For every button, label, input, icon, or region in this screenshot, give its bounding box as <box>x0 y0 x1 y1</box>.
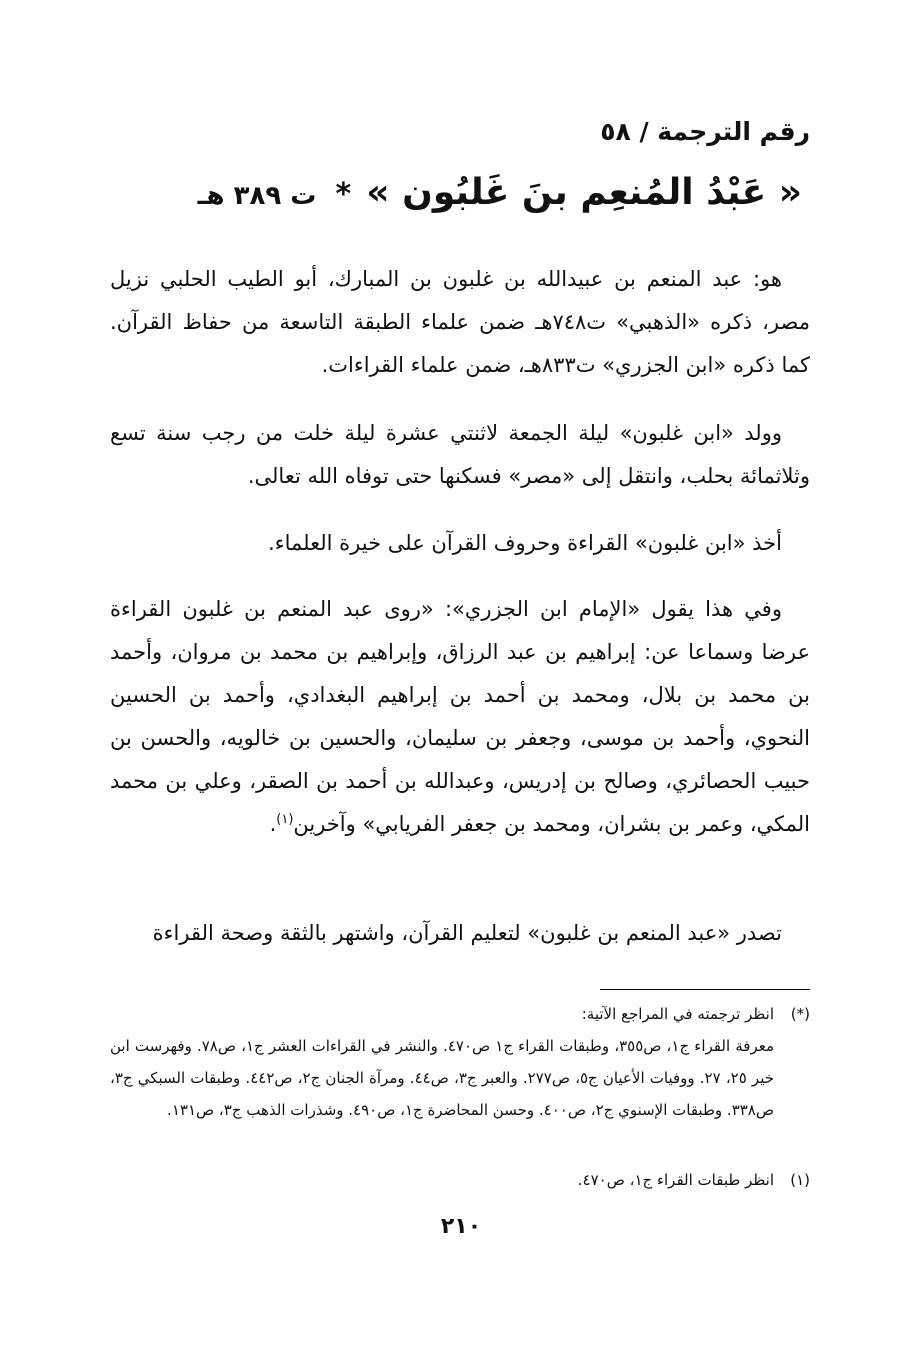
footnote-body: معرفة القراء ج١، ص٣٥٥، وطبقات القراء ج١ ص٤٧٠. والنشر في القراءات العشر ج١، ص٧٨. وفهرست ابن خير ٢٥، ٢٧. ووفيات الأعيان ج٥، ص٢٧٧. والعبر ج٣، ص٤٤. ومرآة الجنان ج٢، ص٤٤٢. وطبقات السبكي ج٣، ص٣٣٨. وطبقات الإسنوي ج٢، ص٤٠٠. وحسن المحاضرة ج١، ص٤٩٠. وشذرات الذهب ج٣، ص١٣١. <box>110 1037 775 1119</box>
paragraph-teaching <box>110 912 810 955</box>
footnote-one <box>110 1164 810 1196</box>
title-name: « عَبْدُ المُنعِم بنَ غَلبُون » <box>366 172 802 213</box>
footnote-heading-line <box>110 998 810 1030</box>
footnote-heading: انظر ترجمته في المراجع الآتية: <box>581 1005 774 1023</box>
entry-number: رقم الترجمة / ٥٨ <box>600 117 810 146</box>
entry-title <box>112 168 802 224</box>
paragraph-text: هو: عبد المنعم بن عبيدالله بن غلبون بن المبارك، أبو الطيب الحلبي نزيل مصر، ذكره «الذهبي» ت٧٤٨هـ ضمن علماء الطبقة التاسعة من حفاظ القرآن. كما ذكره «ابن الجزري» ت٨٣٣هـ، ضمن علماء القراءات. <box>110 267 810 377</box>
paragraph-text: وفي هذا يقول «الإمام ابن الجزري»: «روى عبد المنعم بن غلبون القراءة عرضا وسماعا عن: إبراهيم بن عبد الرزاق، وإبراهيم بن محمد بن مروان، وأحمد بن محمد بن بلال، ومحمد بن أحمد بن إبراهيم البغدادي، وأحمد بن الحسين النحوي، وأحمد بن موسى، وجعفر بن سليمان، والحسين بن خالويه، والحسن بن حبيب الحصائري، وصالح بن إدريس، وعبدالله بن أحمد بن الصقر، وعلي بن محمد المكي، وعمر بن بشران، ومحمد بن جعفر الفريابي» وآخرين <box>110 597 810 836</box>
title-death-date: ت ٣٨٩ هـ <box>197 181 317 211</box>
footnote-marker: (*) <box>790 1005 810 1023</box>
paragraph-text: تصدر «عبد المنعم بن غلبون» لتعليم القرآن، واشتهر بالثقة وصحة القراءة <box>152 921 782 945</box>
paragraph-text: وولد «ابن غلبون» ليلة الجمعة لاثنتي عشرة ليلة خلت من رجب سنة تسع وثلاثمائة بحلب، وانتقل إلى «مصر» فسكنها حتى توفاه الله تعالى. <box>110 421 810 488</box>
paragraph-identity <box>110 258 810 387</box>
paragraph-teachers-intro <box>110 522 810 565</box>
page-number: ٢١٠ <box>440 1214 482 1239</box>
paragraph-end-mark: . <box>269 812 277 836</box>
title-footnote-star: * <box>335 177 352 212</box>
footnote-text: انظر طبقات القراء ج١، ص٤٧٠. <box>577 1171 774 1189</box>
paragraph-teachers-list <box>110 588 810 846</box>
paragraph-birth <box>110 412 810 498</box>
footnote-separator <box>600 989 810 990</box>
footnote-sources <box>110 998 810 1126</box>
footnote-marker: (١) <box>790 1171 810 1189</box>
footnote-reference[interactable]: (١) <box>276 812 294 827</box>
paragraph-text: أخذ «ابن غلبون» القراءة وحروف القرآن على خيرة العلماء. <box>268 531 782 555</box>
